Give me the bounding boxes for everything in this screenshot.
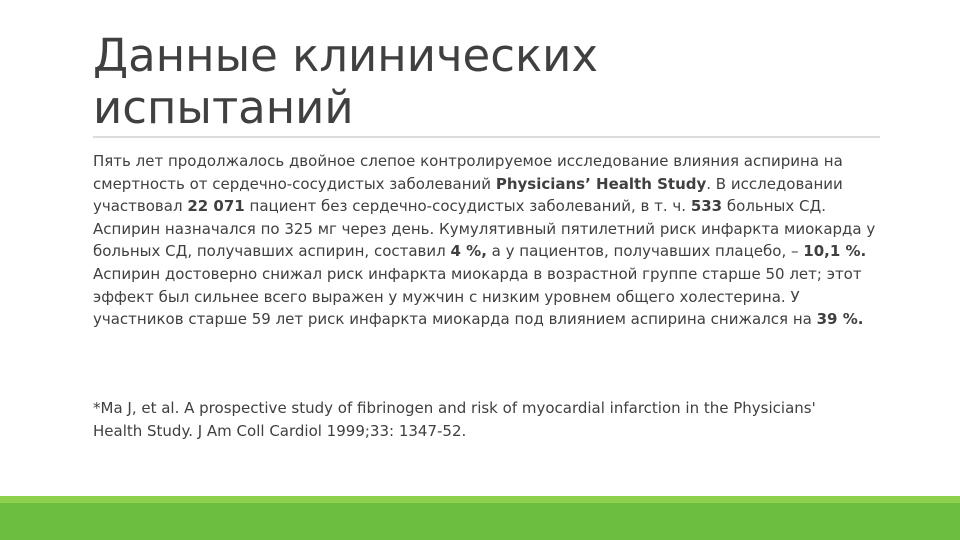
footer-accent-stripe <box>0 496 960 503</box>
slide-title <box>93 30 893 134</box>
body-run-10-placebo-risk: 10,1 %. <box>803 242 867 261</box>
footer-accent-bar <box>0 496 960 540</box>
body-run-6-diabetes-count: 533 <box>690 197 723 216</box>
title-divider <box>93 136 880 138</box>
body-paragraph <box>93 150 883 331</box>
body-run-3: . В исследовании участвовал <box>93 174 843 216</box>
body-run-7: больных СД. Аспирин назначался по 325 мг через день. Кумулятивный пятилетний риск инфаркта миокарда у больных СД, получавших аспирин, составил <box>93 197 876 261</box>
reference-line-2: Health Study. J Am Coll Cardiol 1999;33: 1347-52. <box>93 421 467 440</box>
body-run-12-risk-reduction: 39 %. <box>816 310 864 329</box>
reference-line-1: *Ma J, et al. A prospective study of fibrinogen and risk of myocardial infarction in the Physicians' <box>93 399 816 417</box>
body-run-1: Пять лет продолжалось двойное слепое контролируемое исследование влияния аспирина на смертность от сердечно-сосудистых заболеваний <box>93 152 843 193</box>
body-run-9: а у пациентов, получавших плацебо, – <box>486 242 804 261</box>
body-run-2-study-name: Physicians’ Health Study <box>495 174 707 193</box>
body-run-5: пациент без сердечно-сосудистых заболеваний, в т. ч. <box>244 197 691 216</box>
slide-title-line-2: испытаний <box>93 81 354 134</box>
reference-citation <box>93 397 893 442</box>
body-run-11: Аспирин достоверно снижал риск инфаркта миокарда в возрастной группе старше 50 лет; этот эффект был сильнее всего выражен у мужчин с низким уровнем общего холестерина. У участников старше 59 лет риск инфаркта миокарда под влиянием аспирина снижался на <box>93 264 862 329</box>
body-run-8-aspirin-risk: 4 %, <box>450 242 487 261</box>
slide-body <box>93 150 883 331</box>
body-run-4-participants: 22 071 <box>187 197 245 216</box>
slide-title-line-1: Данные клинических <box>93 29 599 82</box>
